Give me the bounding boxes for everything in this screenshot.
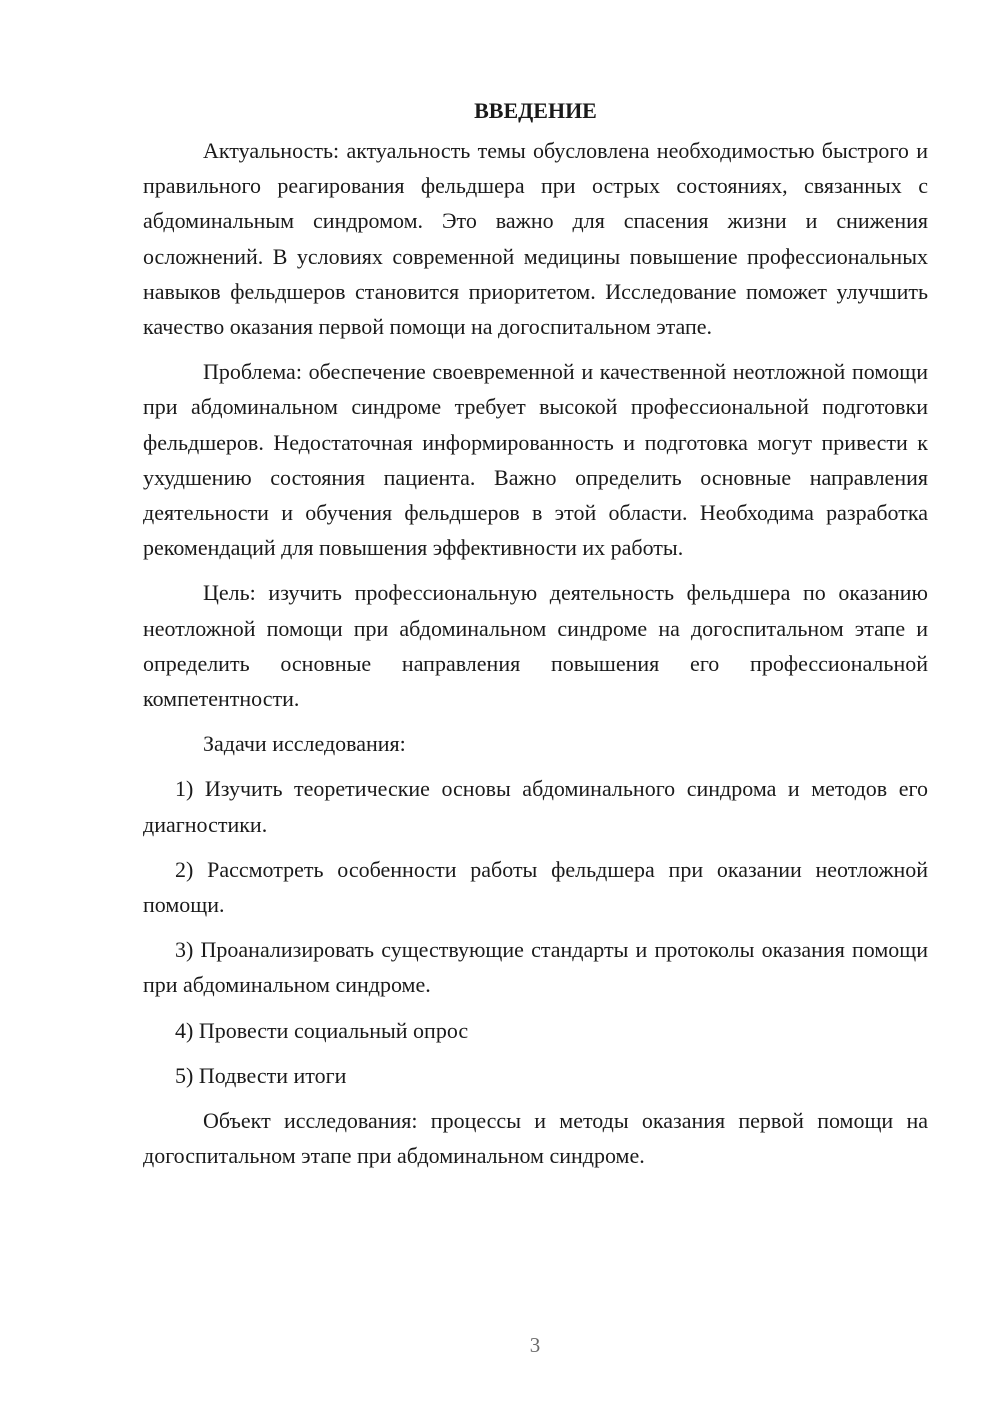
task-item-2: 2) Рассмотреть особенности работы фельдшера при оказании неотложной помощи. <box>143 856 928 918</box>
tasks-title: Задачи исследования: <box>203 731 406 757</box>
paragraph-goal: Цель: изучить профессиональную деятельность фельдшера по оказанию неотложной помощи при абдоминальном синдроме на догоспитальном этапе и определить основные направления повышения его профессиональной компетентности. <box>143 580 928 712</box>
section-heading: ВВЕДЕНИЕ <box>474 98 597 123</box>
task-item-3: 3) Проанализировать существующие стандарты и протоколы оказания помощи при абдоминальном синдроме. <box>143 937 928 998</box>
task-item-1: 1) Изучить теоретические основы абдоминального синдрома и методов его диагностики. <box>143 776 928 837</box>
paragraph-object: Объект исследования: процессы и методы оказания первой помощи на догоспитальном этапе при абдоминальном синдроме. <box>143 1108 928 1169</box>
task-item-4: 4) Провести социальный опрос <box>175 1017 469 1043</box>
paragraph-problem: Проблема: обеспечение своевременной и качественной неотложной помощи при абдоминальном синдроме требует высокой профессиональной подготовки фельдшеров. Недостаточная информированность и подготовка могут привести к ухудшению состояния пациента. Важно определить основные направления деятельности и обучения фельдшеров в этой области. Необходима разработка рекомендаций для повышения эффективности их работы. <box>143 359 928 561</box>
page-number: 3 <box>529 1333 541 1357</box>
paragraph-relevance: Актуальность: актуальность темы обусловлена необходимостью быстрого и правильного реагирования фельдшера при острых состояниях, связанных с абдоминальным синдромом. Это важно для спасения жизни и снижения осложнений. В условиях современной медицины повышение профессиональных навыков фельдшеров становится приоритетом. Исследование поможет улучшить качество оказания первой помощи на догоспитальном этапе. <box>143 138 928 340</box>
task-item-5: 5) Подвести итоги <box>175 1062 347 1088</box>
page-content <box>143 96 928 1183</box>
